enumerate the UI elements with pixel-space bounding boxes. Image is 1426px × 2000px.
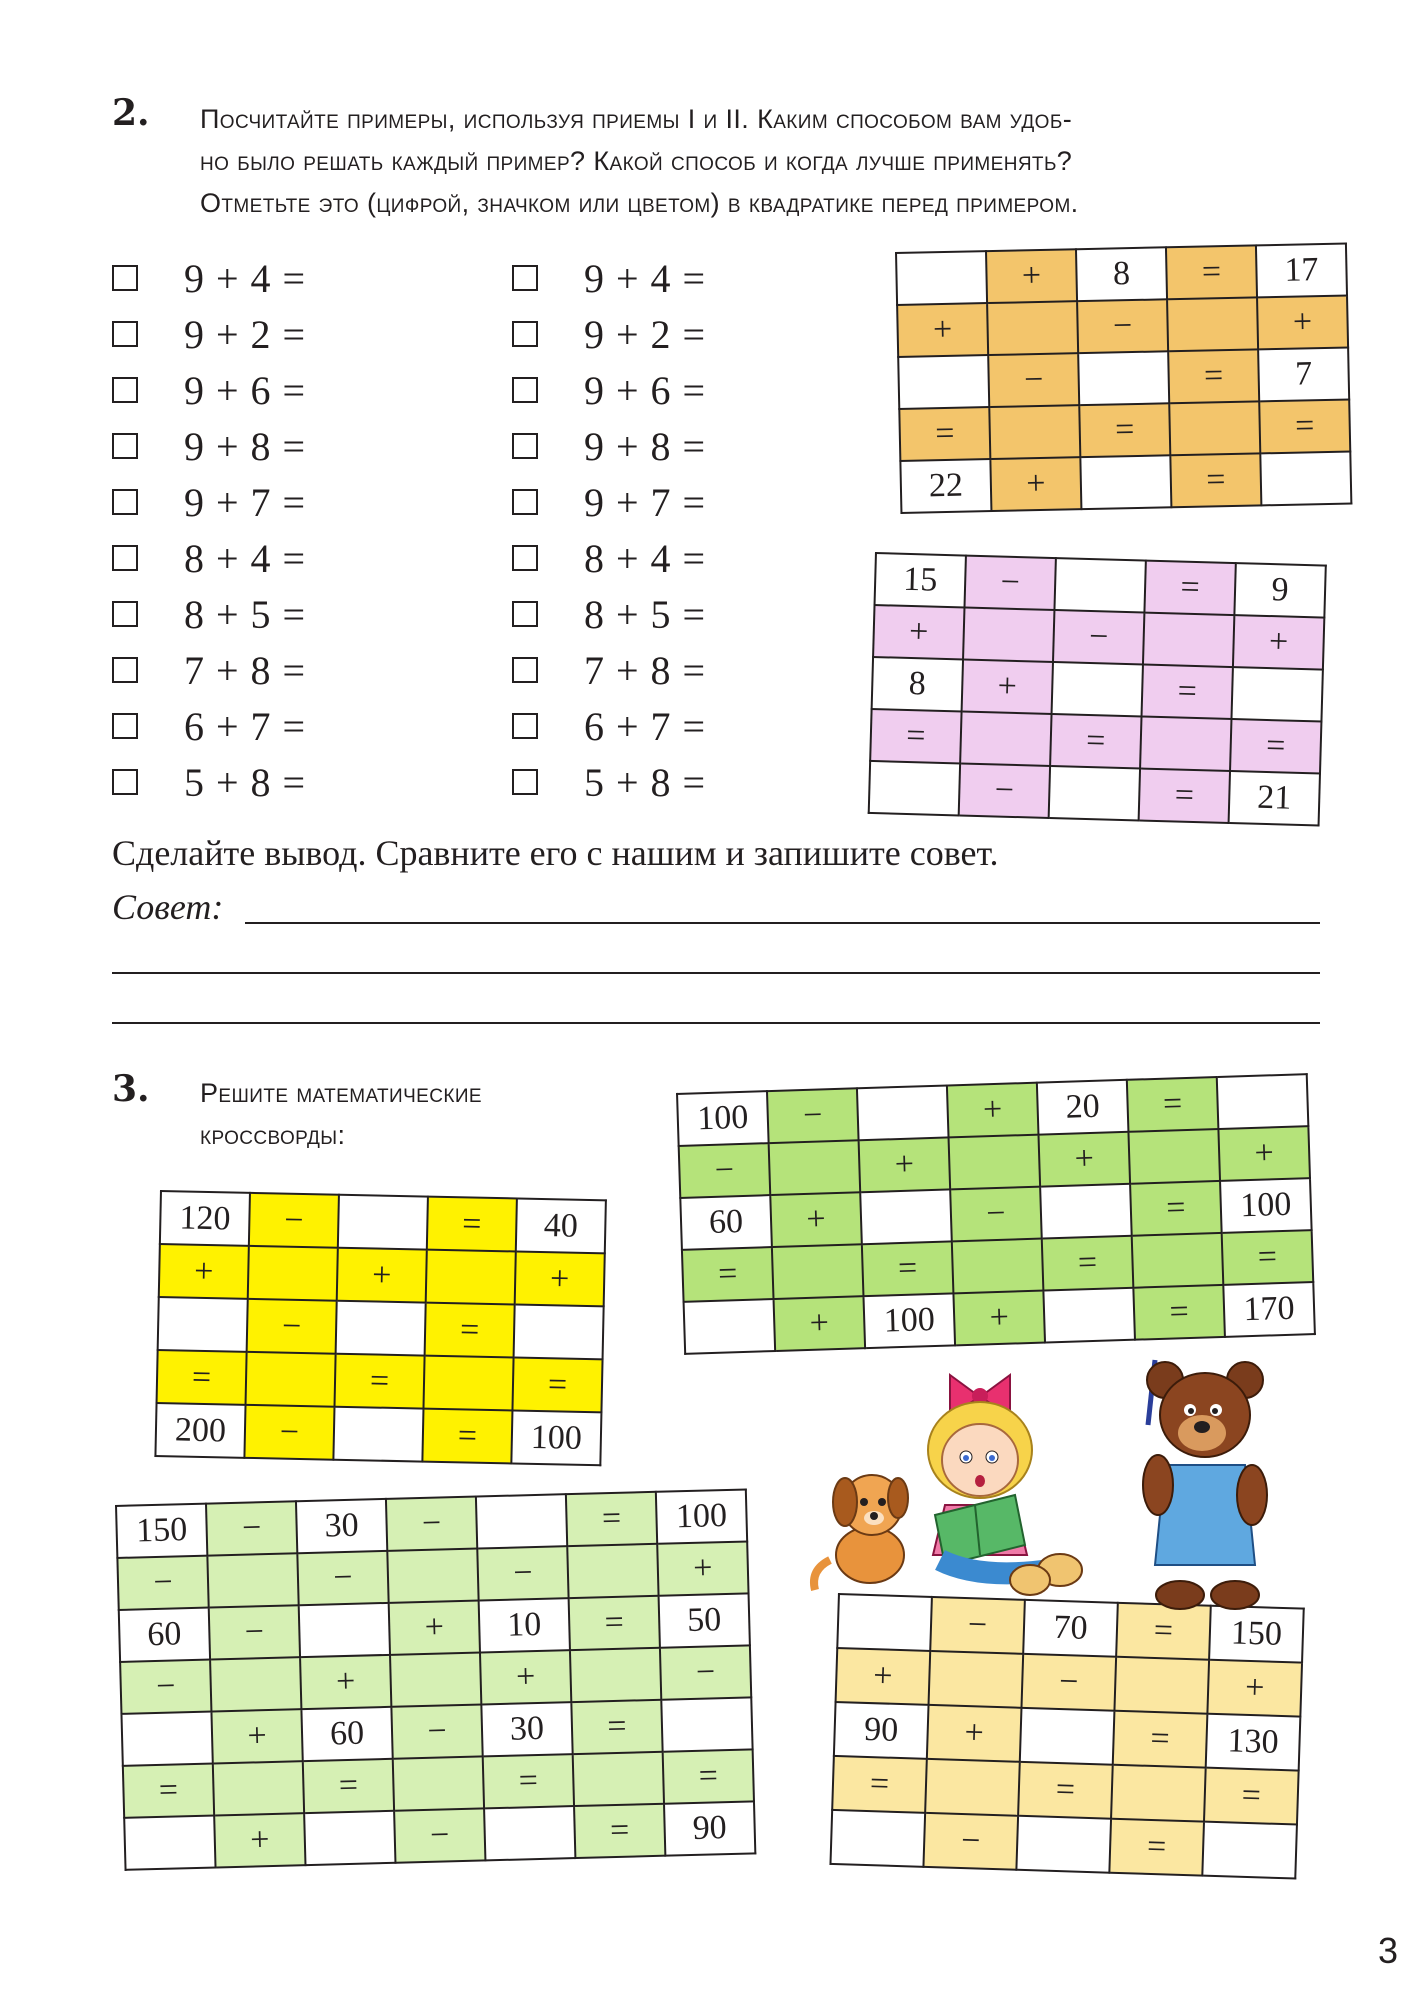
crossword-operator: =: [571, 1700, 662, 1754]
crossword-operator: =: [566, 1492, 657, 1546]
crossword-operator: +: [337, 1248, 427, 1303]
crossword-number: 150: [116, 1504, 207, 1558]
crossword-number: 150: [1209, 1606, 1304, 1663]
crossword-empty-cell[interactable]: [960, 711, 1051, 765]
crossword-empty-cell[interactable]: [1260, 452, 1351, 506]
answer-checkbox[interactable]: [112, 545, 138, 571]
example-row: [112, 306, 306, 362]
example-text: 9 + 7 =: [584, 479, 707, 525]
crossword-operator: =: [1113, 1711, 1208, 1768]
crossword-cream: [829, 1593, 1304, 1880]
crossword-number: 21: [1229, 771, 1320, 825]
crossword-number: 22: [900, 459, 991, 513]
crossword-empty-cell[interactable]: [1080, 455, 1171, 509]
example-text: 9 + 2 =: [584, 311, 707, 357]
crossword-empty-cell[interactable]: [1054, 558, 1145, 612]
crossword-operator: =: [1133, 1285, 1225, 1340]
answer-checkbox[interactable]: [112, 657, 138, 683]
crossword-number: 170: [1223, 1282, 1315, 1337]
crossword-number: 50: [659, 1593, 750, 1647]
crossword-empty-cell[interactable]: [476, 1494, 567, 1548]
crossword-operator: +: [1038, 1132, 1130, 1187]
crossword-empty-cell[interactable]: [1040, 1184, 1132, 1239]
bear-illustration: [1130, 1355, 1280, 1615]
crossword-operator: =: [1042, 1236, 1134, 1291]
crossword-number: 9: [1234, 563, 1325, 617]
example-text: 6 + 7 =: [584, 703, 707, 749]
crossword-number: 30: [296, 1499, 387, 1553]
crossword-empty-cell[interactable]: [246, 1352, 336, 1407]
crossword-empty-cell[interactable]: [925, 1759, 1020, 1816]
example-text: 8 + 5 =: [584, 591, 707, 637]
crossword-empty-cell[interactable]: [952, 1239, 1044, 1294]
crossword-empty-cell[interactable]: [1217, 1074, 1309, 1129]
crossword-operator: =: [569, 1596, 660, 1650]
crossword-empty-cell[interactable]: [769, 1140, 861, 1195]
crossword-empty-cell[interactable]: [248, 1246, 338, 1301]
crossword-number: 40: [516, 1198, 606, 1253]
advice-label: Совет:: [112, 887, 224, 927]
crossword-empty-cell[interactable]: [210, 1657, 301, 1711]
crossword-operator: −: [117, 1556, 208, 1610]
task-2-line: Отметьте это (цифрой, значком или цветом) в квадратике перед примером.: [200, 188, 1079, 218]
page-number: 3: [1378, 1930, 1399, 1971]
crossword-operator: =: [1109, 1819, 1204, 1876]
crossword-operator: −: [930, 1597, 1025, 1654]
answer-checkbox[interactable]: [112, 769, 138, 795]
crossword-number: 100: [863, 1293, 955, 1348]
crossword-number: 130: [1206, 1714, 1301, 1771]
crossword-empty-cell[interactable]: [684, 1299, 776, 1354]
crossword-operator: =: [1259, 400, 1350, 454]
crossword-number: 8: [1076, 247, 1167, 301]
crossword-empty-cell[interactable]: [423, 1356, 513, 1411]
crossword-operator: =: [422, 1409, 512, 1464]
crossword-operator: =: [123, 1764, 214, 1818]
crossword-operator: =: [1222, 1230, 1314, 1285]
crossword-empty-cell[interactable]: [1140, 717, 1231, 771]
example-text: 9 + 8 =: [184, 423, 307, 469]
example-row: [512, 754, 706, 810]
crossword-empty-cell[interactable]: [124, 1816, 215, 1870]
answer-checkbox[interactable]: [112, 489, 138, 515]
crossword-operator: +: [947, 1083, 1039, 1138]
crossword-empty-cell[interactable]: [121, 1712, 212, 1766]
crossword-empty-cell[interactable]: [567, 1544, 658, 1598]
crossword-operator: +: [159, 1244, 249, 1299]
crossword-empty-cell[interactable]: [929, 1651, 1024, 1708]
answer-checkbox[interactable]: [512, 657, 538, 683]
crossword-number: 60: [301, 1707, 392, 1761]
crossword-number: 15: [875, 553, 966, 607]
crossword-operator: =: [682, 1247, 774, 1302]
advice-line[interactable]: [112, 972, 1320, 974]
crossword-number: 120: [160, 1191, 250, 1246]
crossword-operator: =: [1144, 561, 1235, 615]
example-text: 5 + 8 =: [584, 759, 707, 805]
crossword-operator: =: [1230, 719, 1321, 773]
crossword-operator: =: [1116, 1603, 1211, 1660]
crossword-operator: +: [657, 1541, 748, 1595]
crossword-empty-cell[interactable]: [1043, 1288, 1135, 1343]
crossword-operator: −: [950, 1187, 1042, 1242]
crossword-empty-cell[interactable]: [1016, 1816, 1111, 1873]
crossword-operator: +: [1218, 1126, 1310, 1181]
example-row: [112, 530, 306, 586]
crossword-operator: +: [927, 1705, 1022, 1762]
answer-checkbox[interactable]: [112, 713, 138, 739]
answer-checkbox[interactable]: [512, 545, 538, 571]
crossword-operator: =: [862, 1241, 954, 1296]
crossword-green-top: [676, 1073, 1316, 1355]
crossword-operator: +: [962, 659, 1053, 713]
crossword-number: 8: [872, 657, 963, 711]
crossword-operator: +: [770, 1192, 862, 1247]
crossword-empty-cell[interactable]: [570, 1648, 661, 1702]
example-text: 6 + 7 =: [184, 703, 307, 749]
example-row: [512, 306, 706, 362]
crossword-operator: +: [214, 1813, 305, 1867]
answer-checkbox[interactable]: [112, 265, 138, 291]
crossword-operator: −: [394, 1808, 485, 1862]
example-text: 9 + 4 =: [184, 255, 307, 301]
crossword-operator: =: [1139, 768, 1230, 822]
crossword-operator: +: [897, 303, 988, 357]
crossword-number: 100: [677, 1091, 769, 1146]
crossword-empty-cell[interactable]: [1132, 1233, 1224, 1288]
crossword-operator: +: [389, 1601, 480, 1655]
crossword-empty-cell[interactable]: [1052, 662, 1143, 716]
crossword-operator: =: [427, 1197, 517, 1252]
crossword-operator: −: [209, 1605, 300, 1659]
crossword-orange: [895, 243, 1352, 514]
example-text: 8 + 4 =: [584, 535, 707, 581]
task-2-number: 2.: [112, 92, 150, 134]
example-row: [512, 250, 706, 306]
crossword-number: 30: [481, 1702, 572, 1756]
advice-line[interactable]: [112, 1022, 1320, 1024]
conclusion-text: Сделайте вывод. Сравните его с нашим и запишите совет.: [112, 833, 999, 873]
crossword-operator: =: [1130, 1181, 1222, 1236]
example-text: 7 + 8 =: [584, 647, 707, 693]
example-text: 8 + 5 =: [184, 591, 307, 637]
crossword-number: 60: [680, 1195, 772, 1250]
crossword-operator: =: [335, 1354, 425, 1409]
crossword-empty-cell[interactable]: [1202, 1822, 1297, 1879]
task-2-line: но было решать каждый пример? Какой способ и когда лучше применять?: [200, 146, 1073, 176]
crossword-empty-cell[interactable]: [898, 355, 989, 409]
crossword-empty-cell[interactable]: [896, 251, 987, 305]
crossword-operator: +: [1233, 615, 1324, 669]
task-3-number: 3.: [112, 1068, 150, 1110]
crossword-operator: =: [574, 1804, 665, 1858]
example-text: 9 + 8 =: [584, 423, 707, 469]
example-row: [112, 754, 306, 810]
crossword-operator: +: [211, 1709, 302, 1763]
crossword-number: 200: [155, 1403, 245, 1458]
crossword-number: 100: [1220, 1178, 1312, 1233]
crossword-operator: −: [923, 1813, 1018, 1870]
example-text: 5 + 8 =: [184, 759, 307, 805]
crossword-operator: =: [1079, 403, 1170, 457]
crossword-operator: −: [391, 1704, 482, 1758]
crossword-operator: +: [836, 1648, 931, 1705]
answer-checkbox[interactable]: [512, 769, 538, 795]
example-row: [112, 642, 306, 698]
crossword-operator: =: [425, 1303, 515, 1358]
crossword-operator: −: [477, 1546, 568, 1600]
example-text: 9 + 6 =: [584, 367, 707, 413]
example-row: [112, 362, 306, 418]
crossword-empty-cell[interactable]: [830, 1810, 925, 1867]
example-text: 9 + 7 =: [184, 479, 307, 525]
example-row: [512, 586, 706, 642]
crossword-empty-cell[interactable]: [963, 608, 1054, 662]
crossword-operator: =: [1168, 349, 1259, 403]
crossword-operator: −: [988, 353, 1079, 407]
crossword-operator: −: [679, 1143, 771, 1198]
crossword-operator: −: [1077, 299, 1168, 353]
crossword-operator: −: [1021, 1654, 1116, 1711]
example-row: [512, 474, 706, 530]
crossword-green-bottom: [115, 1488, 756, 1870]
answer-checkbox[interactable]: [112, 377, 138, 403]
answer-checkbox[interactable]: [512, 489, 538, 515]
answer-checkbox[interactable]: [112, 433, 138, 459]
crossword-empty-cell[interactable]: [304, 1811, 395, 1865]
crossword-operator: +: [859, 1137, 951, 1192]
crossword-operator: =: [1018, 1762, 1113, 1819]
example-row: [112, 474, 306, 530]
crossword-operator: =: [1142, 665, 1233, 719]
crossword-operator: =: [1166, 245, 1257, 299]
example-row: [512, 642, 706, 698]
crossword-empty-cell[interactable]: [336, 1301, 426, 1356]
advice-line[interactable]: [245, 922, 1320, 924]
crossword-operator: =: [157, 1350, 247, 1405]
crossword-empty-cell[interactable]: [1143, 613, 1234, 667]
crossword-yellow: [154, 1190, 606, 1466]
crossword-empty-cell[interactable]: [484, 1806, 575, 1860]
crossword-operator: =: [1127, 1077, 1219, 1132]
task-3-text: [200, 1072, 620, 1156]
example-row: [512, 362, 706, 418]
crossword-operator: −: [386, 1497, 477, 1551]
task-2-text: [200, 98, 1340, 224]
crossword-empty-cell[interactable]: [1167, 297, 1258, 351]
crossword-number: 60: [119, 1608, 210, 1662]
crossword-operator: +: [515, 1251, 605, 1306]
crossword-number: 100: [656, 1489, 747, 1543]
crossword-empty-cell[interactable]: [573, 1752, 664, 1806]
crossword-empty-cell[interactable]: [949, 1135, 1041, 1190]
answer-checkbox[interactable]: [512, 321, 538, 347]
crossword-operator: +: [873, 605, 964, 659]
crossword-operator: =: [663, 1749, 754, 1803]
crossword-operator: −: [660, 1645, 751, 1699]
crossword-number: 17: [1256, 244, 1347, 298]
crossword-number: 20: [1037, 1080, 1129, 1135]
example-row: [512, 530, 706, 586]
crossword-operator: +: [1207, 1660, 1302, 1717]
crossword-operator: +: [953, 1291, 1045, 1346]
crossword-number: 7: [1258, 348, 1349, 402]
crossword-operator: =: [899, 407, 990, 461]
example-row: [112, 418, 306, 474]
crossword-empty-cell[interactable]: [1020, 1708, 1115, 1765]
crossword-empty-cell[interactable]: [387, 1549, 478, 1603]
girl-reading-illustration: [880, 1365, 1110, 1605]
crossword-empty-cell[interactable]: [1128, 1129, 1220, 1184]
crossword-empty-cell[interactable]: [393, 1756, 484, 1810]
crossword-operator: +: [986, 249, 1077, 303]
example-text: 9 + 4 =: [584, 255, 707, 301]
crossword-operator: −: [120, 1660, 211, 1714]
answer-checkbox[interactable]: [512, 377, 538, 403]
crossword-empty-cell[interactable]: [299, 1603, 390, 1657]
example-text: 8 + 4 =: [184, 535, 307, 581]
crossword-operator: −: [767, 1088, 859, 1143]
crossword-operator: +: [1257, 296, 1348, 350]
example-text: 9 + 2 =: [184, 311, 307, 357]
answer-checkbox[interactable]: [512, 713, 538, 739]
crossword-empty-cell[interactable]: [333, 1407, 423, 1462]
crossword-empty-cell[interactable]: [213, 1761, 304, 1815]
crossword-operator: +: [300, 1655, 391, 1709]
example-row: [112, 586, 306, 642]
crossword-empty-cell[interactable]: [869, 761, 960, 815]
crossword-operator: =: [512, 1357, 602, 1412]
crossword-number: 100: [511, 1410, 601, 1465]
crossword-operator: −: [297, 1551, 388, 1605]
crossword-operator: =: [1050, 714, 1141, 768]
answer-checkbox[interactable]: [512, 433, 538, 459]
crossword-empty-cell[interactable]: [1111, 1765, 1206, 1822]
crossword-operator: =: [832, 1756, 927, 1813]
crossword-empty-cell[interactable]: [158, 1297, 248, 1352]
crossword-empty-cell[interactable]: [989, 405, 1080, 459]
example-row: [112, 250, 306, 306]
crossword-number: 70: [1023, 1600, 1118, 1657]
crossword-empty-cell[interactable]: [661, 1697, 752, 1751]
answer-checkbox[interactable]: [112, 601, 138, 627]
crossword-empty-cell[interactable]: [1049, 766, 1140, 820]
crossword-operator: +: [990, 457, 1081, 511]
answer-checkbox[interactable]: [112, 321, 138, 347]
crossword-empty-cell[interactable]: [514, 1304, 604, 1359]
crossword-empty-cell[interactable]: [1114, 1657, 1209, 1714]
crossword-operator: −: [959, 763, 1050, 817]
crossword-operator: −: [206, 1501, 297, 1555]
crossword-operator: =: [870, 709, 961, 763]
crossword-operator: =: [303, 1759, 394, 1813]
crossword-operator: −: [244, 1405, 334, 1460]
crossword-operator: +: [480, 1650, 571, 1704]
crossword-operator: −: [249, 1193, 339, 1248]
crossword-operator: =: [1170, 453, 1261, 507]
task-3-line: кроссворды:: [200, 1120, 346, 1150]
crossword-empty-cell[interactable]: [338, 1195, 428, 1250]
example-row: [112, 698, 306, 754]
example-text: 9 + 6 =: [184, 367, 307, 413]
task-2-line: Посчитайте примеры, используя приемы I и II. Каким способом вам удоб-: [200, 104, 1073, 134]
crossword-empty-cell[interactable]: [426, 1250, 516, 1305]
crossword-empty-cell[interactable]: [860, 1189, 952, 1244]
crossword-operator: =: [483, 1754, 574, 1808]
example-row: [512, 418, 706, 474]
crossword-empty-cell[interactable]: [1169, 401, 1260, 455]
crossword-operator: −: [247, 1299, 337, 1354]
crossword-empty-cell[interactable]: [857, 1085, 949, 1140]
crossword-operator: −: [964, 556, 1055, 610]
crossword-pink: [868, 552, 1327, 827]
crossword-empty-cell[interactable]: [772, 1244, 864, 1299]
example-row: [512, 698, 706, 754]
crossword-empty-cell[interactable]: [207, 1553, 298, 1607]
crossword-empty-cell[interactable]: [390, 1652, 481, 1706]
crossword-number: 90: [664, 1801, 755, 1855]
crossword-empty-cell[interactable]: [1231, 667, 1322, 721]
crossword-empty-cell[interactable]: [987, 301, 1078, 355]
crossword-number: 90: [834, 1702, 929, 1759]
crossword-empty-cell[interactable]: [1078, 351, 1169, 405]
crossword-operator: +: [774, 1296, 866, 1351]
example-text: 7 + 8 =: [184, 647, 307, 693]
crossword-operator: =: [1204, 1768, 1299, 1825]
task-3-line: Решите математические: [200, 1078, 482, 1108]
crossword-operator: −: [1053, 610, 1144, 664]
crossword-number: 10: [479, 1598, 570, 1652]
answer-checkbox[interactable]: [512, 601, 538, 627]
answer-checkbox[interactable]: [512, 265, 538, 291]
